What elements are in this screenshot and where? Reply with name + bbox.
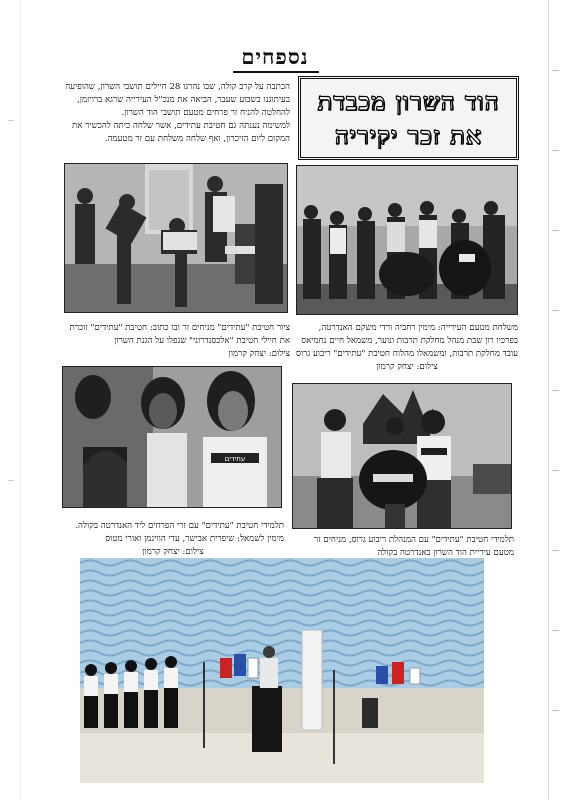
margin-tick: [552, 150, 559, 151]
page-edge-right: [548, 0, 549, 800]
page-edge-left: [20, 0, 21, 800]
margin-tick: [552, 70, 559, 71]
headline-line-1: הוד השרון מכבדת: [317, 87, 500, 116]
photo-credit: צילום: יצחק קרמון: [376, 362, 438, 372]
article-body: [52, 81, 290, 146]
margin-tick: [552, 390, 559, 391]
margin-tick: [8, 120, 14, 121]
margin-tick: [552, 710, 559, 711]
photo-image: [80, 558, 484, 783]
section-title: נספחים: [241, 44, 309, 69]
caption-text: תלמידי חטיבת "עתידים" עם זרי הפרחים ליד האנדרטה בקולה. מימין לשמאל: שיפרית אבישר, עדי הווינמן ואורי מטוס: [75, 521, 284, 544]
photo-principal-with-wreath: [292, 383, 512, 529]
photo-students-placing-wreath: [64, 163, 288, 313]
margin-tick: [552, 310, 559, 311]
article-paragraph-2: למשימה נענתה גם חטיבת עתידים, אשר שלחה כיתה להכשיר את המקום ליום הזיכרון, ואף שלחה משלחת עם זר מטעמה.: [71, 121, 290, 144]
photo-credit: צילום: יצחק קרמון: [142, 547, 204, 557]
shirt-logo-text: עתידים: [224, 455, 246, 463]
article-paragraph-1: הכתבה על קרב קולה, שבו נהרגו 28 חיילים תושבי השרון, שהופיעה בעיתוננו בשבוע שעבר, הביאה את מנכ"ל העירייה שרגא ברויזמן, להחלטה להניח זר פרחים מטעם תושבי הוד השרון.: [65, 82, 290, 118]
section-title-underline: [233, 71, 319, 73]
caption-students-memorial: [62, 520, 284, 559]
photo-students-at-memorial: [62, 366, 282, 508]
photo-municipality-delegation: [296, 165, 518, 315]
margin-tick: [8, 480, 14, 481]
caption-text: משלחת מטעם העירייה: מימין רחביה ורדי משקם האנדרטה, בפרכיו רון שבת מנהל מחלקת תרבות ונוער, משמאל חיים נחמיאס עובד מחלקת תרבות, ומשמאלו מהלוח חטיבת "עתידים" ריבוע גרוס: [296, 323, 518, 359]
margin-tick: [552, 470, 559, 471]
photo-memorial-ceremony: [80, 558, 484, 783]
photo-image: [65, 164, 288, 313]
photo-image: [293, 384, 512, 529]
margin-tick: [552, 630, 559, 631]
photo-credit: צילום: יצחק קרמון: [228, 349, 290, 359]
caption-text: ציור חטיבת "עתידים" מניחים זר ובו כתוב: חטיבת "עתידים" זוכרת את חיילי חטיבת "אלכסנדרוני" שנפלו על הגנת השרון: [69, 323, 290, 346]
caption-wreath-placing: [64, 322, 290, 361]
headline-box: [298, 76, 519, 160]
headline-line-2: את זכר יקיריה: [334, 121, 483, 150]
caption-delegation: [296, 322, 518, 374]
photo-image: [297, 166, 518, 315]
margin-tick: [552, 550, 559, 551]
margin-tick: [552, 230, 559, 231]
caption-text: תלמידי חטיבת "עתידים" עם המנהלת ריבוע גרוס, מניחים זר מטעם עיריית הוד השרון באנדרטה בקולה: [313, 535, 514, 558]
photo-image: [63, 367, 282, 508]
